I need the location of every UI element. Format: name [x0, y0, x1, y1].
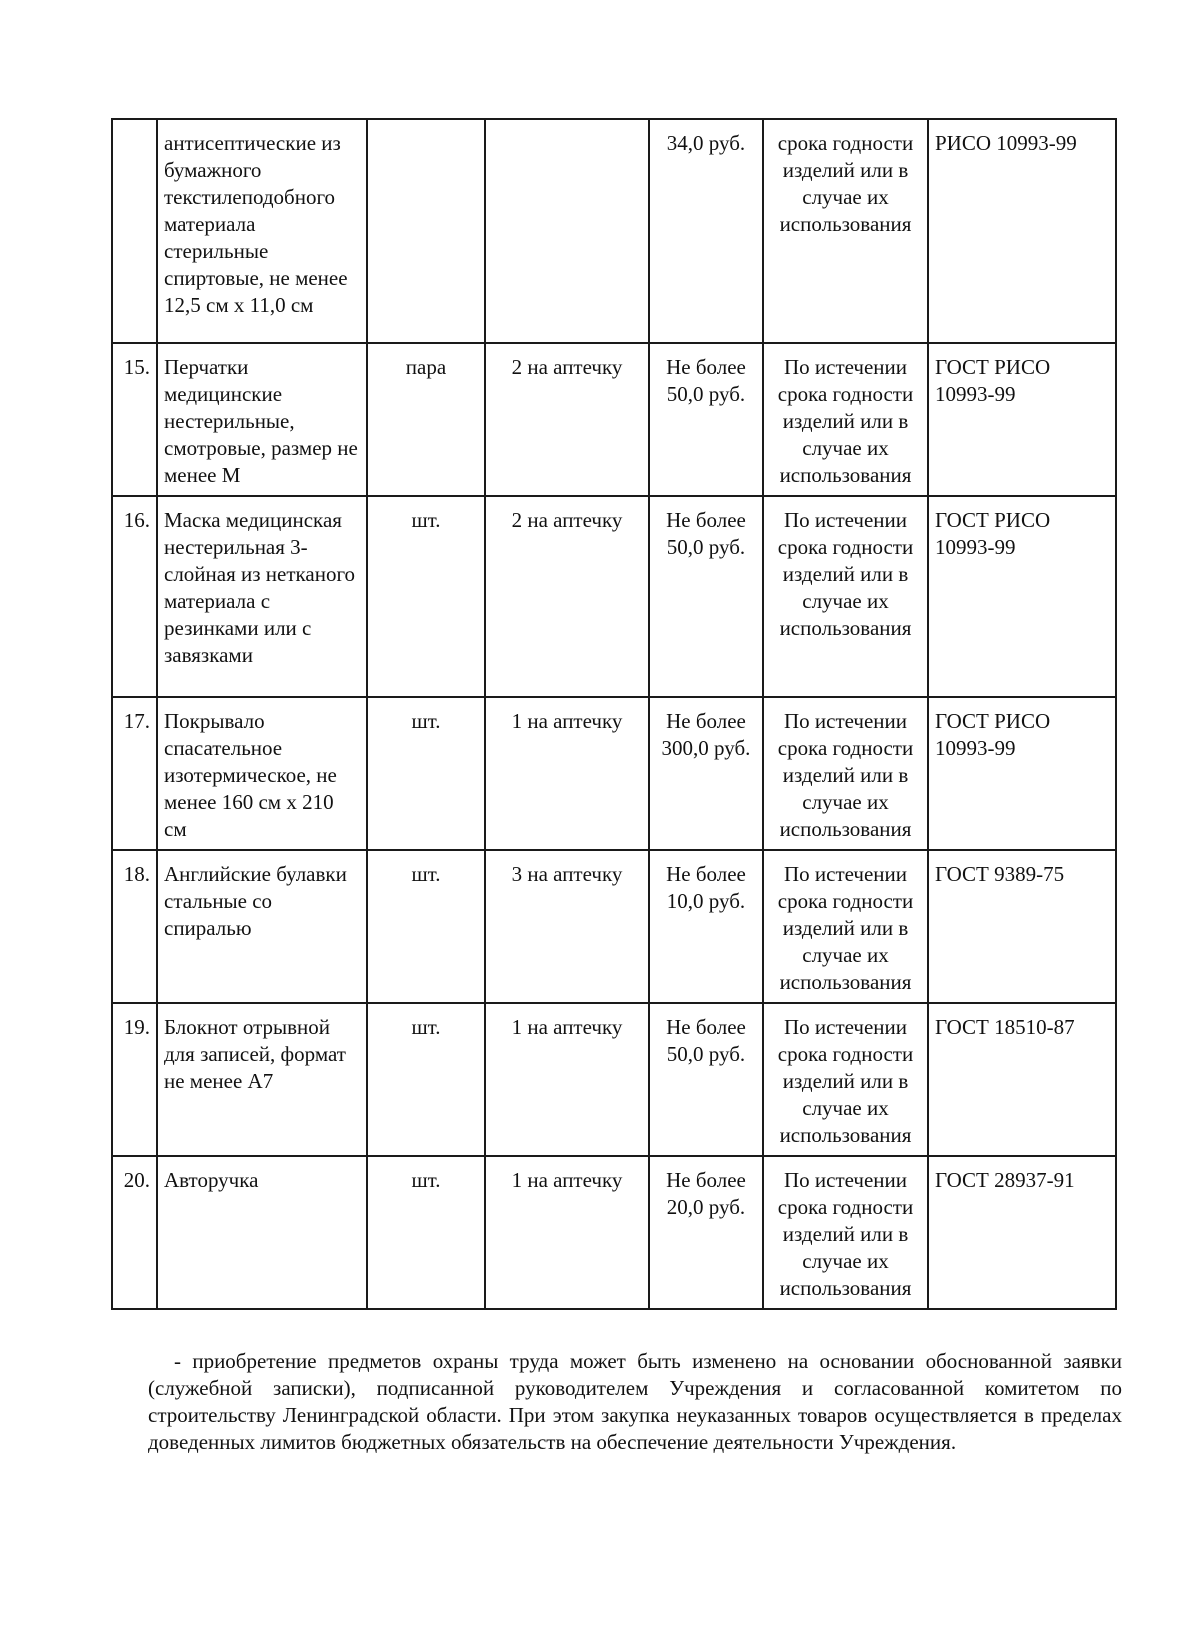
- item-price: Не более 50,0 руб.: [649, 496, 763, 697]
- item-term: По истечении срока годности изделий или в случае их использования: [763, 1156, 928, 1309]
- table-row: [112, 343, 1116, 496]
- item-price: Не более 10,0 руб.: [649, 850, 763, 1003]
- item-name: Маска медицинская нестерильная 3-слойная из нетканого материала с резинками или с завязками: [157, 496, 367, 697]
- item-term: По истечении срока годности изделий или в случае их использования: [763, 850, 928, 1003]
- item-unit: [367, 119, 485, 343]
- item-unit: шт.: [367, 850, 485, 1003]
- table-row: [112, 496, 1116, 697]
- item-quantity: 1 на аптечку: [485, 1003, 649, 1156]
- item-price: Не более 50,0 руб.: [649, 343, 763, 496]
- item-unit: шт.: [367, 1156, 485, 1309]
- item-standard: ГОСТ 9389-75: [928, 850, 1116, 1003]
- item-term: По истечении срока годности изделий или в случае их использования: [763, 1003, 928, 1156]
- table-row: [112, 697, 1116, 850]
- item-term: По истечении срока годности изделий или в случае их использования: [763, 496, 928, 697]
- item-price: Не более 300,0 руб.: [649, 697, 763, 850]
- supplies-table: [111, 118, 1117, 1310]
- item-quantity: 3 на аптечку: [485, 850, 649, 1003]
- item-name: Перчатки медицинские нестерильные, смотровые, размер не менее М: [157, 343, 367, 496]
- item-unit: пара: [367, 343, 485, 496]
- item-name: Покрывало спасательное изотермическое, не менее 160 см х 210 см: [157, 697, 367, 850]
- item-name: Английские булавки стальные со спиралью: [157, 850, 367, 1003]
- table-row: [112, 850, 1116, 1003]
- row-number: [112, 119, 157, 343]
- item-standard: РИСО 10993-99: [928, 119, 1116, 343]
- item-standard: ГОСТ РИСО 10993-99: [928, 496, 1116, 697]
- item-term: По истечении срока годности изделий или в случае их использования: [763, 343, 928, 496]
- item-name: Блокнот отрывной для записей, формат не менее А7: [157, 1003, 367, 1156]
- table-row: [112, 1156, 1116, 1309]
- row-number: 16.: [112, 496, 157, 697]
- row-number: 18.: [112, 850, 157, 1003]
- table-row: [112, 1003, 1116, 1156]
- item-name: Авторучка: [157, 1156, 367, 1309]
- item-quantity: 1 на аптечку: [485, 697, 649, 850]
- item-standard: ГОСТ РИСО 10993-99: [928, 343, 1116, 496]
- item-quantity: 1 на аптечку: [485, 1156, 649, 1309]
- row-number: 15.: [112, 343, 157, 496]
- item-standard: ГОСТ 18510-87: [928, 1003, 1116, 1156]
- row-number: 20.: [112, 1156, 157, 1309]
- item-price: Не более 50,0 руб.: [649, 1003, 763, 1156]
- item-term: срока годности изделий или в случае их использования: [763, 119, 928, 343]
- table-row: [112, 119, 1116, 343]
- item-name: антисептические из бумажного текстилеподобного материала стерильные спиртовые, не менее 12,5 см х 11,0 см: [157, 119, 367, 343]
- item-price: 34,0 руб.: [649, 119, 763, 343]
- item-unit: шт.: [367, 1003, 485, 1156]
- row-number: 17.: [112, 697, 157, 850]
- item-quantity: 2 на аптечку: [485, 343, 649, 496]
- item-price: Не более 20,0 руб.: [649, 1156, 763, 1309]
- item-unit: шт.: [367, 697, 485, 850]
- row-number: 19.: [112, 1003, 157, 1156]
- item-standard: ГОСТ 28937-91: [928, 1156, 1116, 1309]
- item-term: По истечении срока годности изделий или в случае их использования: [763, 697, 928, 850]
- item-quantity: 2 на аптечку: [485, 496, 649, 697]
- item-standard: ГОСТ РИСО 10993-99: [928, 697, 1116, 850]
- item-quantity: [485, 119, 649, 343]
- item-unit: шт.: [367, 496, 485, 697]
- note-paragraph: - приобретение предметов охраны труда может быть изменено на основании обоснованной заявки (служебной записки), подписанной руководителем Учреждения и согласованной комитетом по строительству Ленинградской области. При этом закупка неуказанных товаров осуществляется в пределах доведенных лимитов бюджетных обязательств на обеспечение деятельности Учреждения.: [148, 1349, 1122, 1454]
